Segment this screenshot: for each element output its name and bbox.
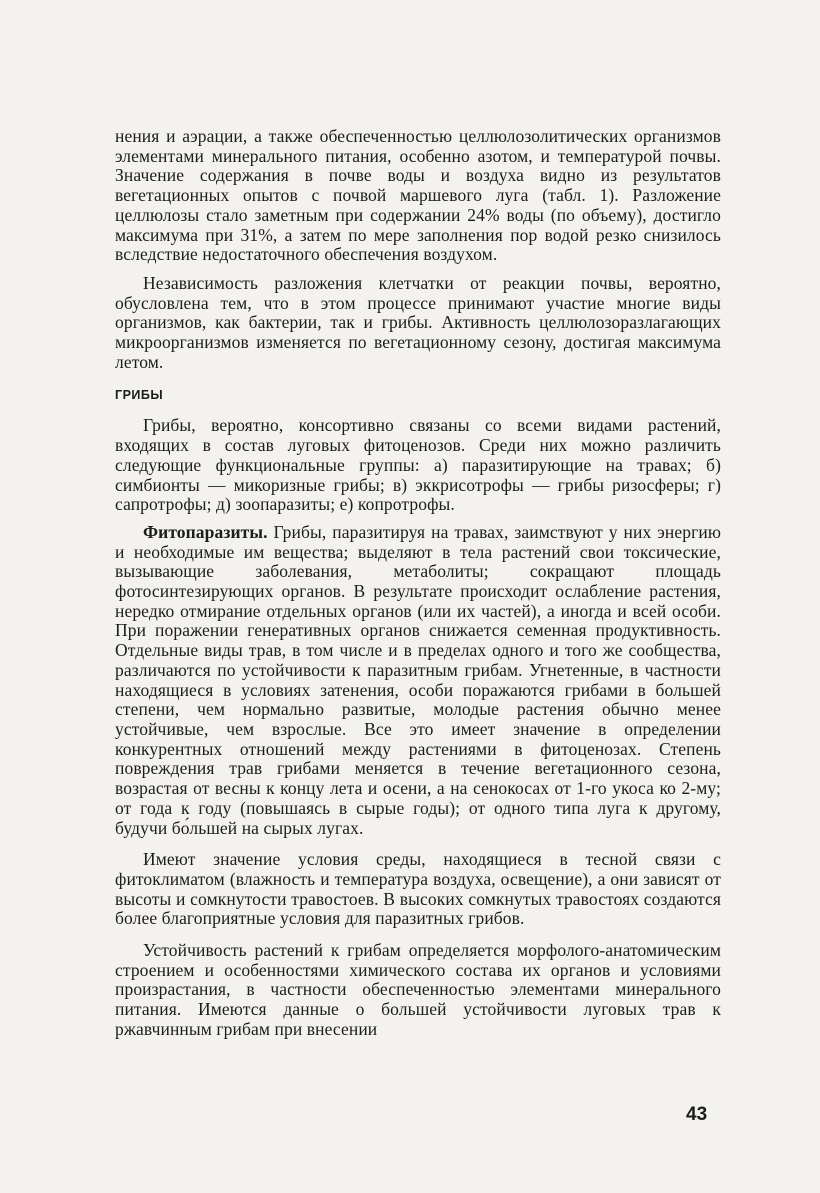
paragraph-cellulose-decomposition: Независимость разложения клетчатки от реакции почвы, вероятно, обусловлена тем, что в этом процессе принимают участие многие виды организмов, как бактерии, так и грибы. Активность целлюлозоразлагающих микроорганизмов изменяется по вегетационному сезону, достигая максимума летом. <box>115 272 721 372</box>
paragraph-environment-conditions: Имеют значение условия среды, находящиеся в тесной связи с фитоклиматом (влажность и температура воздуха, освещение), а они зависят от высоты и сомкнутости травостоев. В высоких сомкнутых травостоях создаются более благоприятные условия для паразитных грибов. <box>115 849 721 929</box>
paragraph-fungi-groups: Грибы, вероятно, консортивно связаны со всеми видами растений, входящих в состав луговых фитоценозов. Среди них можно различить следующие функциональные группы: а) паразитирующие на травах; б) симбионты — микоризные грибы; в) эккрисотрофы — грибы ризосферы; г) сапротрофы; д) зоопаразиты; е) копротрофы. <box>115 415 721 515</box>
page-body <box>115 127 721 1040</box>
paragraph-aeration: нения и аэрации, а также обеспеченностью целлюлозолитических организмов элементами минерального питания, особенно азотом, и температурой почвы. Значение содержания в почве воды и воздуха видно из результатов вегетационных опытов с почвой маршевого луга (табл. 1). Разложение целлюлозы стало заметным при содержании 24% воды (по объему), достигло максимума при 31%, а затем по мере заполнения пор водой резко снизилось вследствие недостаточного обеспечения воздухом. <box>115 126 721 265</box>
paragraph-phytoparasites <box>115 523 721 838</box>
page-number: 43 <box>686 1104 708 1125</box>
paragraph-plant-resistance: Устойчивость растений к грибам определяется морфолого-анатомическим строением и особенностями химического состава их органов и условиями произрастания, в частности обеспеченностью элементами минерального питания. Имеются данные о большей устойчивости луговых трав к ржавчинным грибам при внесении <box>115 940 721 1039</box>
phytoparasites-lead-in: Фитопаразиты. <box>143 521 268 542</box>
section-heading-fungi: ГРИБЫ <box>115 388 164 403</box>
phytoparasites-text: Грибы, паразитируя на травах, заимствуют у них энергию и необходимые им вещества; выделяют в тела растений свои токсические, вызывающие заболевания, метаболиты; сокращают площадь фотосинтезирующих органов. В результате происходит ослабление растения, нередко отмирание отдельных органов (или их частей), а иногда и всей особи. При поражении генеративных органов снижается семенная продуктивность. Отдельные виды трав, в том числе и в пределах одного и того же сообщества, различаются по устойчивости к паразитным грибам. Угнетенные, в частности находящиеся в условиях затенения, особи поражаются грибами в большей степени, чем нормально развитые, молодые растения обычно менее устойчивые, чем взрослые. Все это имеет значение в определении конкурентных отношений между растениями в фитоценозах. Степень повреждения трав грибами меняется в течение вегетационного сезона, возрастая от весны к концу лета и осени, а на сенокосах от 1-го укоса ко 2-му; от года к году (повышаясь в сырые годы); от одного типа луга к другому, будучи бо́льшей на сырых лугах. <box>115 521 721 838</box>
